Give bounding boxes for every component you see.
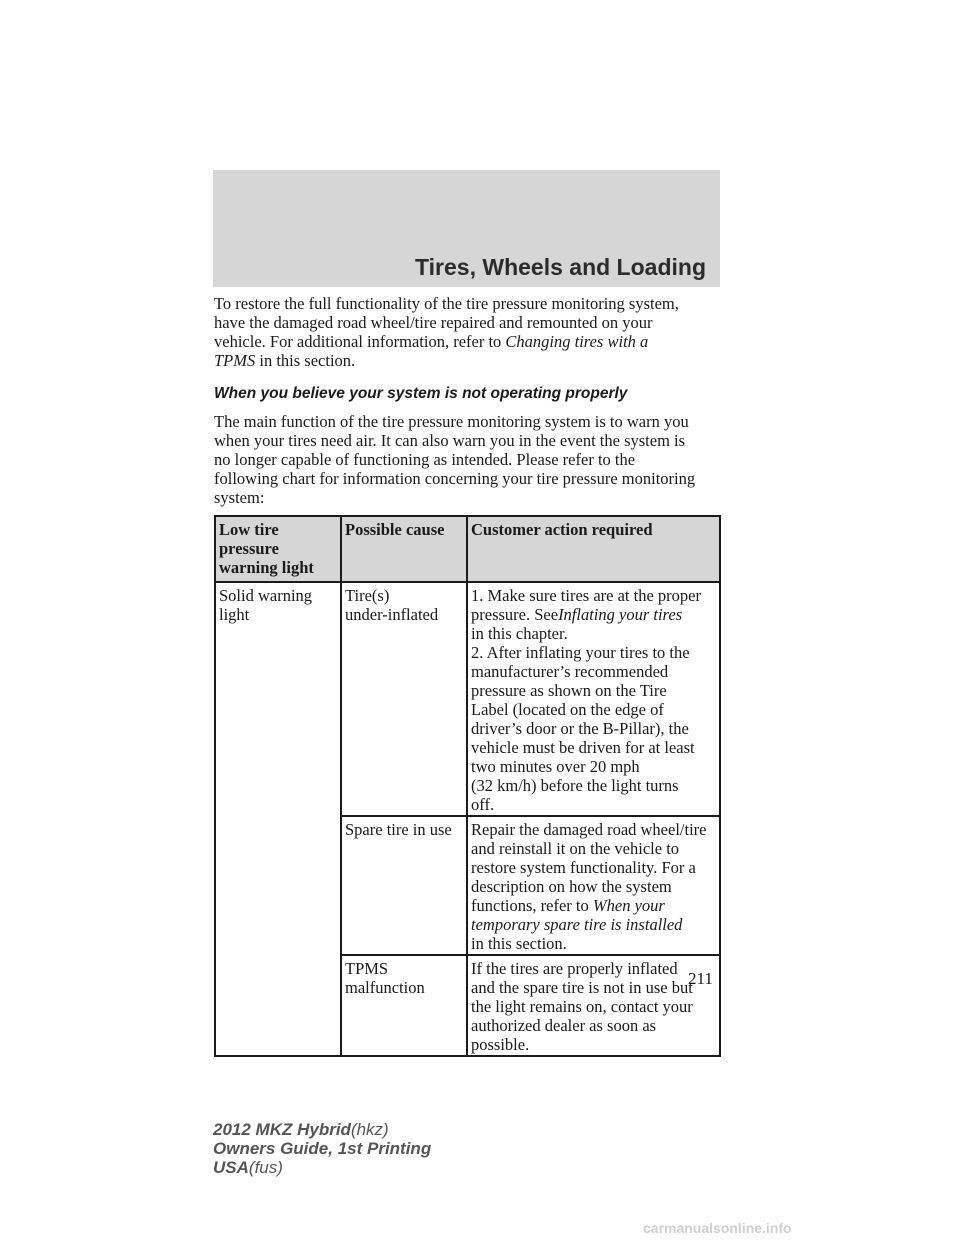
warning-light-cell: Solid warning light	[215, 582, 341, 1056]
section-line: system:	[214, 488, 265, 507]
customer-action-cell: 1. Make sure tires are at the proper pressure. SeeInflating your tires in this chapter. 2. After inflating your tires to the manufacturer’s recommended pressure as shown on the Tire Label (located on the edge of driver’s door or the B-Pillar), the vehicle must be driven for at least two minutes over 20 mph (32 km/h) before the light turns off.	[467, 582, 720, 816]
section-line: no longer capable of functioning as intended. Please refer to the	[214, 450, 636, 469]
section-paragraph	[214, 412, 722, 507]
intro-line: in this section.	[259, 351, 356, 370]
customer-action-cell: If the tires are properly inflated and the spare tire is not in use but the light remains on, contact your authorized dealer as soon as possible.	[467, 955, 720, 1056]
possible-cause-cell: Tire(s) under-inflated	[341, 582, 467, 816]
cross-reference: When your	[592, 896, 665, 915]
intro-line: To restore the full functionality of the tire pressure monitoring system,	[214, 294, 679, 313]
column-header-possible-cause: Possible cause	[341, 516, 467, 582]
chapter-title: Tires, Wheels and Loading	[415, 254, 706, 280]
column-header-warning-light: Low tire pressure warning light	[215, 516, 341, 582]
table-row	[215, 582, 720, 816]
customer-action-cell: Repair the damaged road wheel/tire and reinstall it on the vehicle to restore system functionality. For a description on how the system functions, refer to When your temporary spare tire is installed in this section.	[467, 816, 720, 955]
table-header-row	[215, 516, 720, 582]
intro-paragraph	[214, 294, 722, 370]
cross-reference: TPMS	[214, 351, 256, 370]
section-line: following chart for information concerning your tire pressure monitoring	[214, 469, 696, 488]
chapter-header-band	[213, 170, 720, 287]
column-header-customer-action: Customer action required	[467, 516, 720, 582]
cross-reference: temporary spare tire is installed	[471, 915, 683, 934]
intro-line: have the damaged road wheel/tire repaired and remounted on your	[214, 313, 653, 332]
cross-reference: Changing tires with a	[505, 332, 649, 351]
cross-reference: Inflating your tires	[558, 605, 683, 624]
page-number: 211	[688, 969, 713, 988]
intro-line: vehicle. For additional information, refer to	[214, 332, 502, 351]
possible-cause-cell: TPMS malfunction	[341, 955, 467, 1056]
section-heading: When you believe your system is not operating properly	[214, 385, 628, 402]
watermark: carmanualsonline.info	[643, 1220, 792, 1236]
page-content	[214, 294, 722, 1057]
tpms-troubleshooting-table	[214, 515, 721, 1057]
document-footer: 2012 MKZ Hybrid(hkz) Owners Guide, 1st Printing USA(fus)	[213, 1120, 432, 1177]
section-line: when your tires need air. It can also warn you in the event the system is	[214, 431, 686, 450]
section-line: The main function of the tire pressure monitoring system is to warn you	[214, 412, 689, 431]
possible-cause-cell: Spare tire in use	[341, 816, 467, 955]
